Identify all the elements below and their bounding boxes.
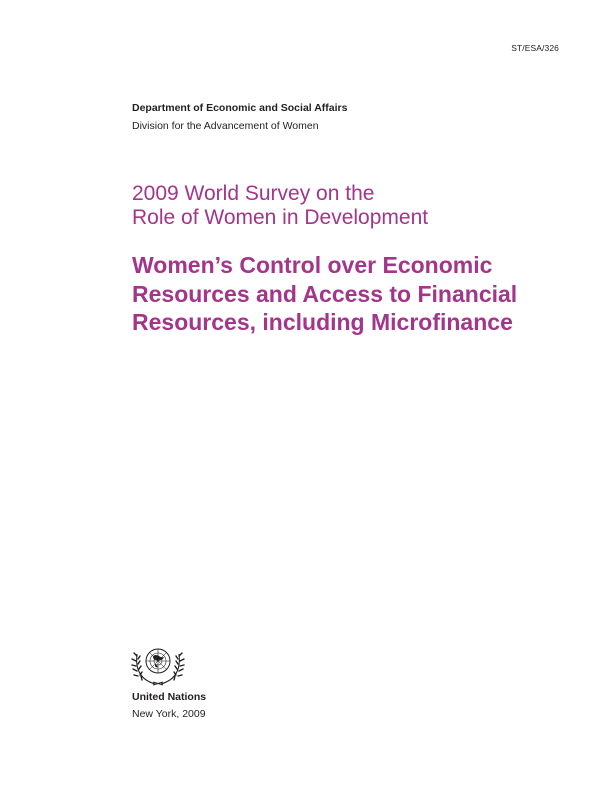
document-code: ST/ESA/326: [511, 43, 559, 53]
survey-title-line-2: Role of Women in Development: [132, 206, 429, 229]
survey-title-line-1: 2009 World Survey on the: [132, 182, 375, 205]
un-emblem-icon: [131, 640, 185, 688]
publisher-name: United Nations: [132, 691, 207, 703]
main-title-line-2: Resources and Access to Financial: [132, 280, 518, 307]
division-name: Division for the Advancement of Women: [132, 120, 319, 132]
publication-place-year: New York, 2009: [132, 708, 206, 720]
main-title-line-3: Resources, including Microfinance: [132, 309, 513, 335]
main-title-line-1: Women’s Control over Economic: [132, 252, 493, 278]
main-title: [132, 251, 572, 337]
survey-title: [132, 182, 552, 230]
department-name: Department of Economic and Social Affairs: [132, 102, 348, 114]
